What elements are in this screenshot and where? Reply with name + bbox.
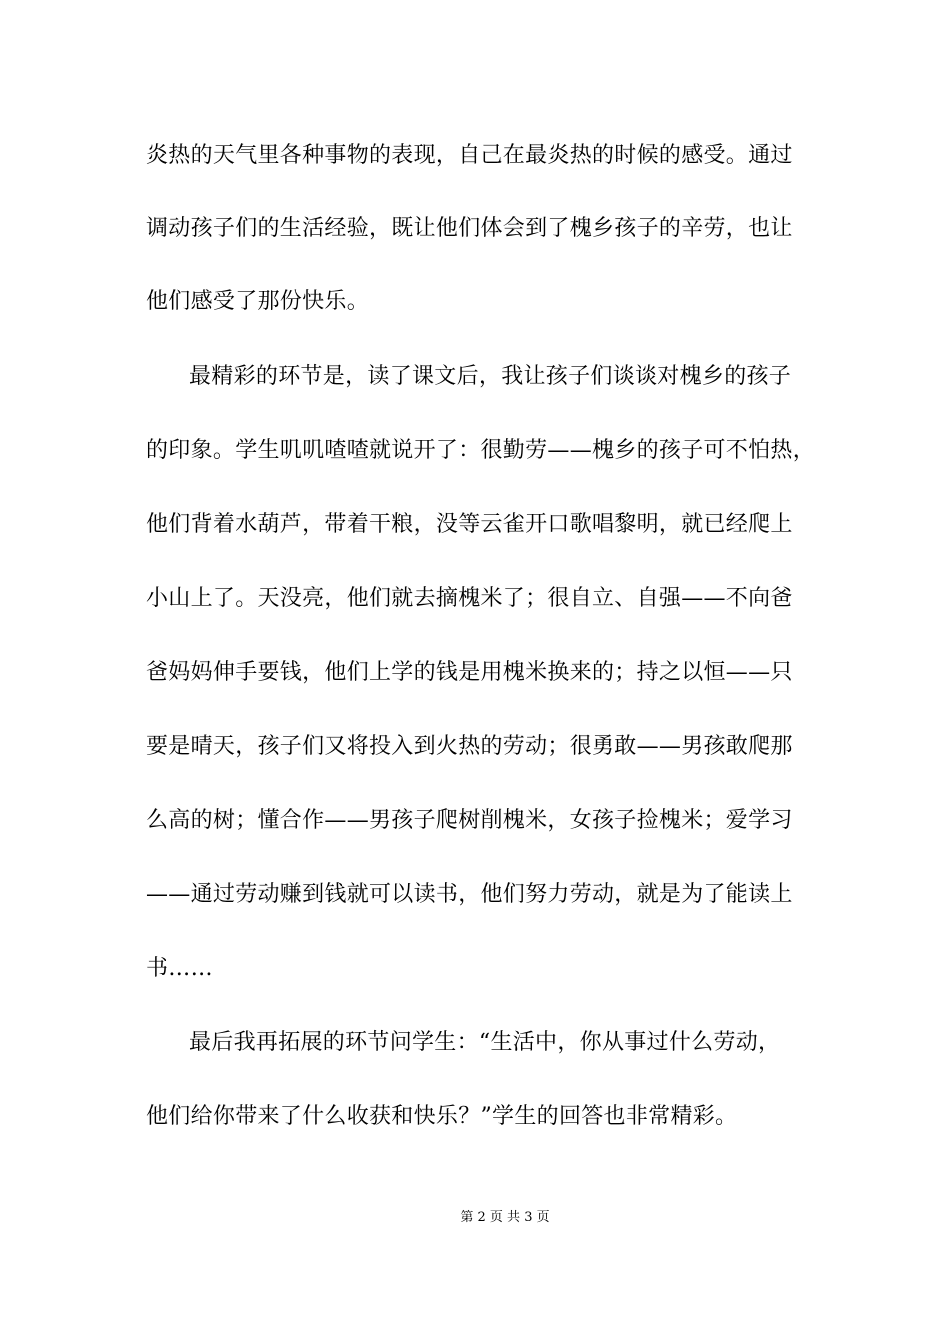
text-line: 炎热的天气里各种事物的表现，自己在最炎热的时候的感受。通过	[146, 143, 793, 168]
text-line: 要是晴天，孩子们又将投入到火热的劳动；很勇敢——男孩敢爬那	[146, 734, 793, 759]
text-line: 他们感受了那份快乐。	[146, 289, 370, 314]
text-line: 他们背着水葫芦，带着干粮，没等云雀开口歌唱黎明，就已经爬上	[146, 512, 793, 537]
paragraph-start-line: 最精彩的环节是，读了课文后，我让孩子们谈谈对槐乡的孩子	[189, 364, 792, 389]
text-line: 小山上了。天没亮，他们就去摘槐米了；很自立、自强——不向爸	[146, 586, 793, 611]
text-line: 么高的树；懂合作——男孩子爬树削槐米，女孩子捡槐米；爱学习	[146, 808, 793, 833]
page-number-footer: 第 2 页 共 3 页	[460, 1210, 550, 1225]
text-line: 他们给你带来了什么收获和快乐？”学生的回答也非常精彩。	[146, 1104, 738, 1129]
text-line: 书……	[146, 956, 213, 981]
text-line: 调动孩子们的生活经验，既让他们体会到了槐乡孩子的辛劳，也让	[146, 216, 793, 241]
text-line: 爸妈妈伸手要钱，他们上学的钱是用槐米换来的；持之以恒——只	[146, 660, 793, 685]
text-line: 的印象。学生叽叽喳喳就说开了：很勤劳——槐乡的孩子可不怕热，	[146, 438, 816, 463]
text-line: ——通过劳动赚到钱就可以读书，他们努力劳动，就是为了能读上	[146, 882, 793, 907]
paragraph-start-line: 最后我再拓展的环节问学生：“生活中，你从事过什么劳动，	[189, 1030, 781, 1055]
